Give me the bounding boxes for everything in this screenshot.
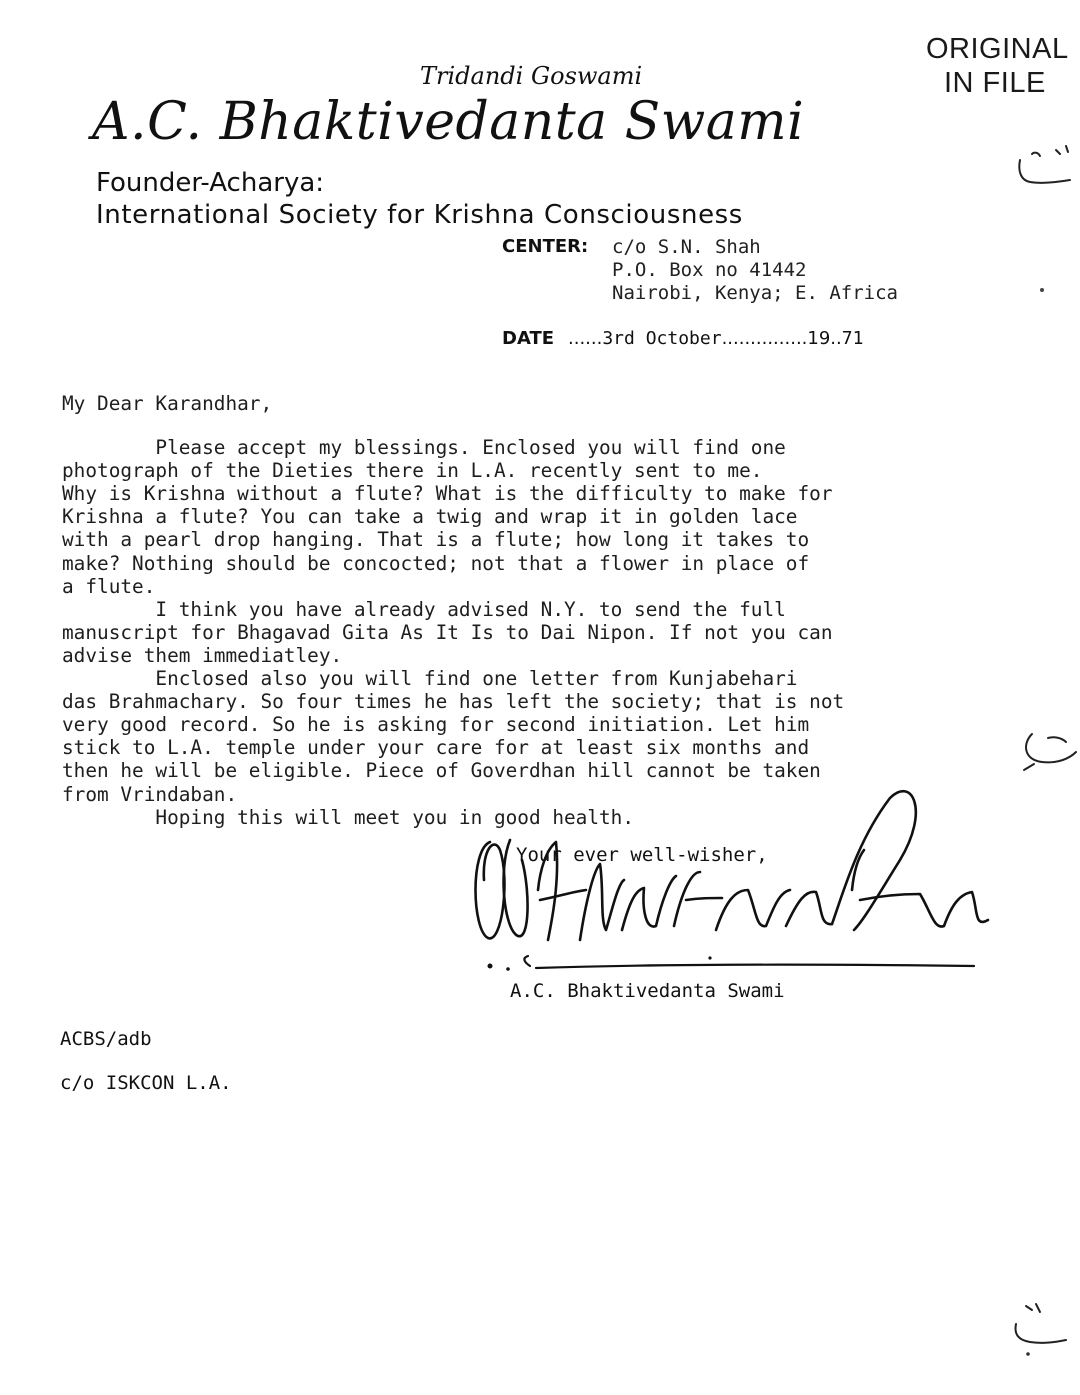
letter-line: a flute. bbox=[62, 574, 156, 598]
letter-line: photograph of the Dieties there in L.A. recently sent to me. bbox=[62, 459, 763, 483]
letter-line: das Brahmachary. So four times he has left the society; that is not bbox=[62, 690, 845, 714]
date-year-prefix: 19 bbox=[807, 328, 831, 349]
letter-line: Why is Krishna without a flute? What is the difficulty to make for bbox=[62, 482, 833, 506]
stamp-line-1: ORIGINAL bbox=[926, 33, 1069, 65]
letter-line: Enclosed also you will find one letter from Kunjabehari bbox=[62, 667, 798, 691]
letter-line: Hoping this will meet you in good health. bbox=[62, 805, 635, 829]
margin-scribble bbox=[1008, 140, 1078, 190]
letterhead-name: A.C. Bhaktivedanta Swami bbox=[92, 92, 805, 152]
letter-closing: Your ever well-wisher, bbox=[516, 844, 768, 866]
signature-printed-name: A.C. Bhaktivedanta Swami bbox=[510, 980, 785, 1002]
center-label: CENTER: bbox=[502, 236, 589, 257]
address-line-3: Nairobi, Kenya; E. Africa bbox=[612, 282, 898, 304]
letterhead-society: International Society for Krishna Consciousness bbox=[96, 200, 743, 230]
date-year-suffix: 71 bbox=[841, 328, 864, 349]
date-field: ......3rd October...............19..71 bbox=[568, 328, 864, 349]
date-label: DATE bbox=[502, 328, 555, 349]
stamp-line-2: IN FILE bbox=[944, 67, 1046, 99]
letter-line: I think you have already advised N.Y. to send the full bbox=[62, 597, 786, 621]
letter-greeting: My Dear Karandhar, bbox=[62, 392, 273, 415]
letter-line: Please accept my blessings. Enclosed you will find one bbox=[62, 436, 786, 460]
margin-scribble bbox=[1006, 1298, 1076, 1358]
letter-line: very good record. So he is asking for second initiation. Let him bbox=[62, 713, 810, 737]
letter-line: from Vrindaban. bbox=[62, 782, 238, 806]
handwritten-signature bbox=[460, 780, 1000, 980]
letter-line: manuscript for Bhagavad Gita As It Is to Dai Nipon. If not you can bbox=[62, 620, 833, 644]
letter-line: make? Nothing should be concocted; not that a flower in place of bbox=[62, 551, 810, 575]
margin-dot bbox=[1036, 284, 1048, 296]
address-line-2: P.O. Box no 41442 bbox=[612, 259, 807, 281]
address-line-1: c/o S.N. Shah bbox=[612, 236, 761, 258]
letter-line: then he will be eligible. Piece of Goverdhan hill cannot be taken bbox=[62, 759, 821, 783]
carbon-copy-line: c/o ISKCON L.A. bbox=[60, 1072, 232, 1094]
letter-line: stick to L.A. temple under your care for at least six months and bbox=[62, 736, 810, 760]
margin-scribble bbox=[1014, 724, 1080, 774]
letter-line: with a pearl drop hanging. That is a flute; how long it takes to bbox=[62, 528, 810, 552]
letter-line: Krishna a flute? You can take a twig and wrap it in golden lace bbox=[62, 505, 798, 529]
letterhead-title-small: Tridandi Goswami bbox=[420, 62, 643, 90]
original-in-file-stamp bbox=[926, 32, 1069, 100]
letter-line: advise them immediatley. bbox=[62, 643, 343, 667]
reference-initials: ACBS/adb bbox=[60, 1028, 152, 1050]
date-value: 3rd October bbox=[602, 328, 722, 349]
letter-body bbox=[62, 392, 1022, 829]
letterhead-founder: Founder-Acharya: bbox=[96, 168, 325, 198]
